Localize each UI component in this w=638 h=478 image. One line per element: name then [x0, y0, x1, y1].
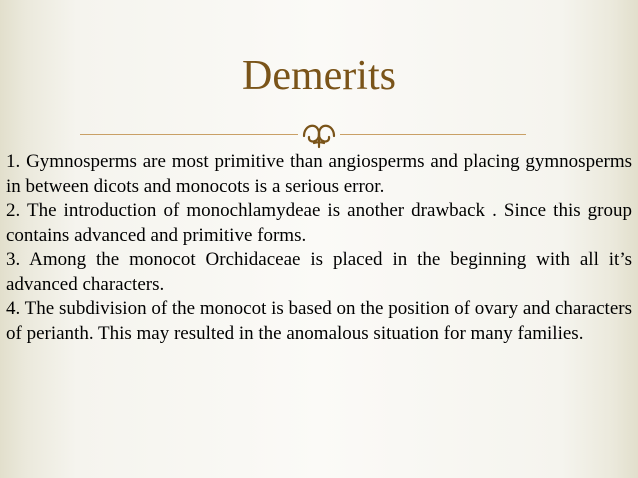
demerits-list	[6, 150, 632, 346]
fleuron-icon	[300, 116, 338, 150]
slide-title: Demerits	[242, 53, 396, 99]
divider-right	[340, 134, 526, 135]
list-item: 3. Among the monocot Orchidaceae is placed in the beginning with all it’s advanced characters.	[6, 249, 632, 295]
list-item: 1. Gymnosperms are most primitive than angiosperms and placing gymnosperms in between dicots and monocots is a serious error.	[6, 151, 632, 197]
list-item: 2. The introduction of monochlamydeae is another drawback . Since this group contains advanced and primitive forms.	[6, 200, 632, 246]
list-item: 4. The subdivision of the monocot is based on the position of ovary and characters of perianth. This may resulted in the anomalous situation for many families.	[6, 298, 632, 344]
divider-left	[80, 134, 298, 135]
